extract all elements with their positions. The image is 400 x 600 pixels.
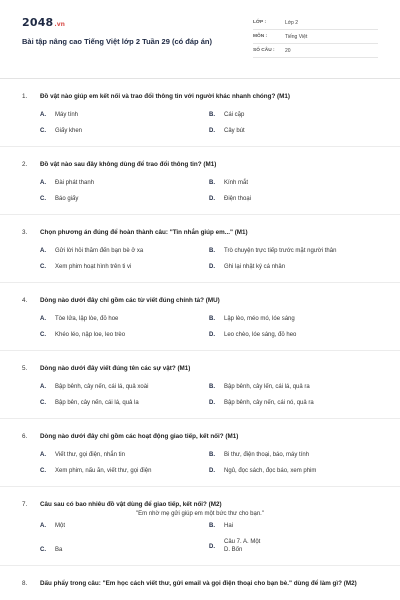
option-letter: D.	[209, 264, 215, 270]
option-text: Bập bênh, cây nến, cái nó, quả ra	[224, 400, 314, 406]
option-a[interactable]	[40, 180, 209, 186]
question-text: Dòng nào dưới đây chỉ gồm các hoạt động giao tiếp, kết nối? (M1)	[40, 433, 239, 440]
brand-block	[22, 14, 212, 46]
option-letter: A.	[40, 384, 46, 390]
option-d[interactable]	[209, 400, 378, 406]
option-letter: B.	[209, 384, 215, 390]
question-number: 6.	[22, 433, 28, 440]
option-text: Đài phát thanh	[55, 180, 95, 186]
logo-text: 2048	[22, 16, 54, 29]
option-d[interactable]	[209, 264, 378, 270]
answer-options	[22, 523, 378, 553]
question-header	[22, 161, 378, 168]
question-number: 1.	[22, 93, 28, 100]
option-text: Viết thư, gọi điện, nhắn tin	[55, 452, 125, 458]
option-text: Xem phim hoạt hình trên ti vi	[55, 264, 132, 270]
meta-row-count	[253, 44, 378, 58]
option-letter: D.	[209, 332, 215, 338]
option-letter: C.	[40, 400, 46, 406]
question-header	[22, 93, 378, 100]
option-letter: D.	[209, 468, 215, 474]
option-letter: A.	[40, 316, 46, 322]
site-logo[interactable]	[22, 16, 212, 29]
question-number: 7.	[22, 501, 28, 508]
option-letter: B.	[209, 523, 215, 529]
option-d[interactable]	[209, 128, 378, 134]
answer-options	[22, 316, 378, 338]
option-a[interactable]	[40, 384, 209, 390]
meta-key: MÔN :	[253, 34, 268, 39]
meta-row-subject	[253, 30, 378, 44]
question-number: 8.	[22, 580, 28, 587]
question-3	[22, 215, 378, 283]
option-text: Kính mắt	[224, 180, 249, 186]
option-letter: B.	[209, 180, 215, 186]
option-text: Tòe lửa, lập lòe, đỏ hoe	[55, 316, 119, 322]
option-a[interactable]	[40, 523, 209, 529]
option-d[interactable]	[209, 468, 378, 474]
option-text-line1: Câu 7. A. Một	[224, 539, 261, 545]
option-letter: C.	[40, 128, 46, 134]
question-number: 5.	[22, 365, 28, 372]
question-text: Dòng nào dưới đây chỉ gồm các từ viết đúng chính tả? (MU)	[40, 297, 220, 304]
question-text: Đồ vật nào giúp em kết nối và trao đổi thông tin với người khác nhanh chóng? (M1)	[40, 93, 291, 100]
option-text	[224, 539, 378, 553]
option-letter: B.	[209, 112, 215, 118]
question-5	[22, 351, 378, 419]
question-4	[22, 283, 378, 351]
question-header	[22, 229, 378, 236]
logo-suffix: .vn	[54, 21, 65, 28]
question-text: Dấu phẩy trong câu: "Em học cách viết thư, gửi email và gọi điện thoại cho bạn bè." dùng để làm gì? (M2)	[40, 580, 357, 587]
question-text: Chọn phương án đúng để hoàn thành câu: "Tin nhắn giúp em..." (M1)	[40, 229, 248, 236]
option-letter: A.	[40, 523, 46, 529]
option-letter: C.	[40, 468, 46, 474]
option-a[interactable]	[40, 248, 209, 254]
question-6	[22, 419, 378, 487]
option-text: Điện thoại	[224, 196, 252, 202]
option-c[interactable]	[40, 547, 209, 553]
option-text: Gửi lời hỏi thăm đến bạn bè ở xa	[55, 248, 144, 254]
option-text: Ba	[55, 547, 63, 553]
option-text: Trò chuyện trực tiếp trước mặt người thân	[224, 248, 337, 254]
question-header	[22, 501, 378, 508]
option-d[interactable]	[209, 332, 378, 338]
option-text-line2: D. Bốn	[224, 547, 243, 553]
option-b[interactable]	[209, 452, 378, 458]
option-text: Máy tính	[55, 112, 79, 118]
question-number: 2.	[22, 161, 28, 168]
option-b[interactable]	[209, 180, 378, 186]
option-b[interactable]	[209, 384, 378, 390]
meta-value: Tiếng Việt	[285, 33, 308, 40]
question-number: 3.	[22, 229, 28, 236]
option-text: Một	[55, 523, 66, 529]
question-2	[22, 147, 378, 215]
option-letter: A.	[40, 112, 46, 118]
option-text: Khéo léo, nập loe, leo trèo	[55, 332, 126, 338]
option-letter: D.	[209, 128, 215, 134]
option-letter: D.	[209, 196, 215, 202]
option-text: Bi thư, điện thoại, báo, máy tính	[224, 452, 310, 458]
option-text: Giấy khen	[55, 128, 83, 134]
option-a[interactable]	[40, 316, 209, 322]
option-c[interactable]	[40, 264, 209, 270]
question-text: Đồ vật nào sau đây không dùng để trao đổi thông tin? (M1)	[40, 161, 217, 168]
question-header	[22, 365, 378, 372]
question-text: Câu sau có bao nhiêu đồ vật dùng để giao tiếp, kết nối? (M2)	[40, 501, 222, 508]
option-d[interactable]	[209, 196, 378, 202]
document-title: Bài tập nâng cao Tiếng Việt lớp 2 Tuần 29 (có đáp án)	[22, 37, 212, 46]
option-letter: C.	[40, 264, 46, 270]
option-text: Ghi lại nhật ký cá nhân	[224, 264, 286, 270]
question-7	[22, 487, 378, 566]
answer-options	[22, 384, 378, 406]
option-c[interactable]	[40, 400, 209, 406]
answer-options	[22, 180, 378, 202]
option-letter: A.	[40, 248, 46, 254]
option-text: Ngủ, đọc sách, đọc báo, xem phim	[224, 468, 317, 474]
meta-row-class	[253, 16, 378, 30]
option-b[interactable]	[209, 316, 378, 322]
question-quote: "Em nhờ mẹ gửi giúp em một bức thư cho bạn."	[136, 511, 264, 517]
meta-value: Lớp 2	[285, 19, 299, 26]
question-8	[22, 566, 378, 587]
option-b[interactable]	[209, 248, 378, 254]
option-text: Bập bênh, cây lến, cái lá, quả ra	[224, 384, 310, 390]
option-letter: C.	[40, 196, 46, 202]
option-c[interactable]	[40, 128, 209, 134]
option-text: Hai	[224, 523, 234, 529]
option-letter: A.	[40, 180, 46, 186]
question-header	[22, 297, 378, 304]
question-text: Dòng nào dưới đây viết đúng tên các sự vật? (M1)	[40, 365, 191, 372]
option-c[interactable]	[40, 196, 209, 202]
option-a[interactable]	[40, 452, 209, 458]
meta-value: 20	[285, 47, 291, 54]
option-b[interactable]	[209, 112, 378, 118]
option-text: Leo chèo, lóe sáng, đỏ heo	[224, 332, 297, 338]
question-header	[22, 433, 378, 440]
option-text: Báo giấy	[55, 196, 79, 202]
question-header	[22, 580, 378, 587]
option-a[interactable]	[40, 112, 209, 118]
meta-table	[253, 16, 378, 58]
option-letter: D.	[209, 400, 215, 406]
option-text: Bập bênh, cây nến, cái lá, quả xoài	[55, 384, 149, 390]
option-text: Cái cặp	[224, 112, 245, 118]
option-letter: B.	[209, 248, 215, 254]
option-d[interactable]	[209, 539, 378, 553]
option-text: Lập lèo, méo mó, lóe sáng	[224, 316, 295, 322]
option-letter: C.	[40, 547, 46, 553]
option-text: Cây bút	[224, 128, 245, 134]
option-text: Xem phim, nấu ăn, viết thư, gọi điện	[55, 468, 152, 474]
option-c[interactable]	[40, 332, 209, 338]
option-letter: B.	[209, 316, 215, 322]
option-letter: D.	[209, 544, 215, 550]
option-letter: C.	[40, 332, 46, 338]
question-1	[22, 79, 378, 147]
question-number: 4.	[22, 297, 28, 304]
worksheet-header	[22, 14, 378, 66]
option-text: Bập bên, cây nến, cái lá, quả la	[55, 400, 139, 406]
option-c[interactable]	[40, 468, 209, 474]
answer-options	[22, 248, 378, 270]
meta-key: SỐ CÂU :	[253, 48, 275, 53]
answer-options	[22, 452, 378, 474]
meta-key: LỚP :	[253, 20, 267, 25]
option-b[interactable]	[209, 523, 378, 529]
option-letter: B.	[209, 452, 215, 458]
option-letter: A.	[40, 452, 46, 458]
answer-options	[22, 112, 378, 134]
